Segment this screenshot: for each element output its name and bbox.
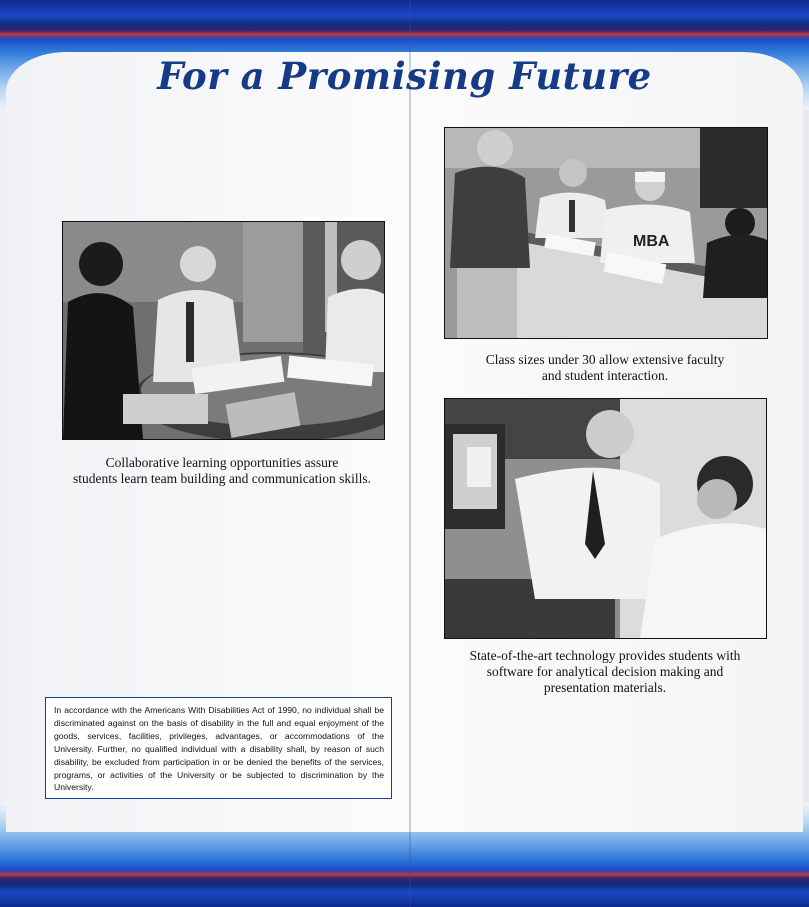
- caption-line: students learn team building and communication skills.: [72, 471, 372, 486]
- caption-line: and student interaction.: [541, 368, 669, 383]
- ada-notice-text: In accordance with the Americans With Disabilities Act of 1990, no individual shall be discriminated against on the basis of disability in the full and equal enjoyment of the goods, services, facilities, privileges, advantages, or accommodations of the University. Further, no qualified individual with a disability shall, by reason of such disability, be excluded from participation in or be denied the benefits of the services, programs, or activities of the University or be subjected to discrimination by the University.: [54, 705, 384, 793]
- caption-line: presentation materials.: [543, 680, 667, 695]
- shirt-text: MBA: [633, 233, 670, 250]
- caption-collaborative-learning: [52, 455, 392, 487]
- photo-technology-icon: [444, 398, 767, 639]
- caption-line: State-of-the-art technology provides students with: [469, 648, 741, 663]
- caption-line: Class sizes under 30 allow extensive faculty: [485, 352, 725, 367]
- page-fold: [409, 0, 411, 907]
- ada-notice: [45, 697, 392, 799]
- caption-line: software for analytical decision making and: [486, 664, 724, 679]
- headline: For a Promising Future: [157, 54, 652, 98]
- caption-classroom: [440, 352, 770, 384]
- photo-collaborative-learning-icon: [62, 221, 385, 440]
- caption-technology: [440, 648, 770, 696]
- photo-classroom-icon: [444, 127, 768, 339]
- caption-line: Collaborative learning opportunities assure: [105, 455, 339, 470]
